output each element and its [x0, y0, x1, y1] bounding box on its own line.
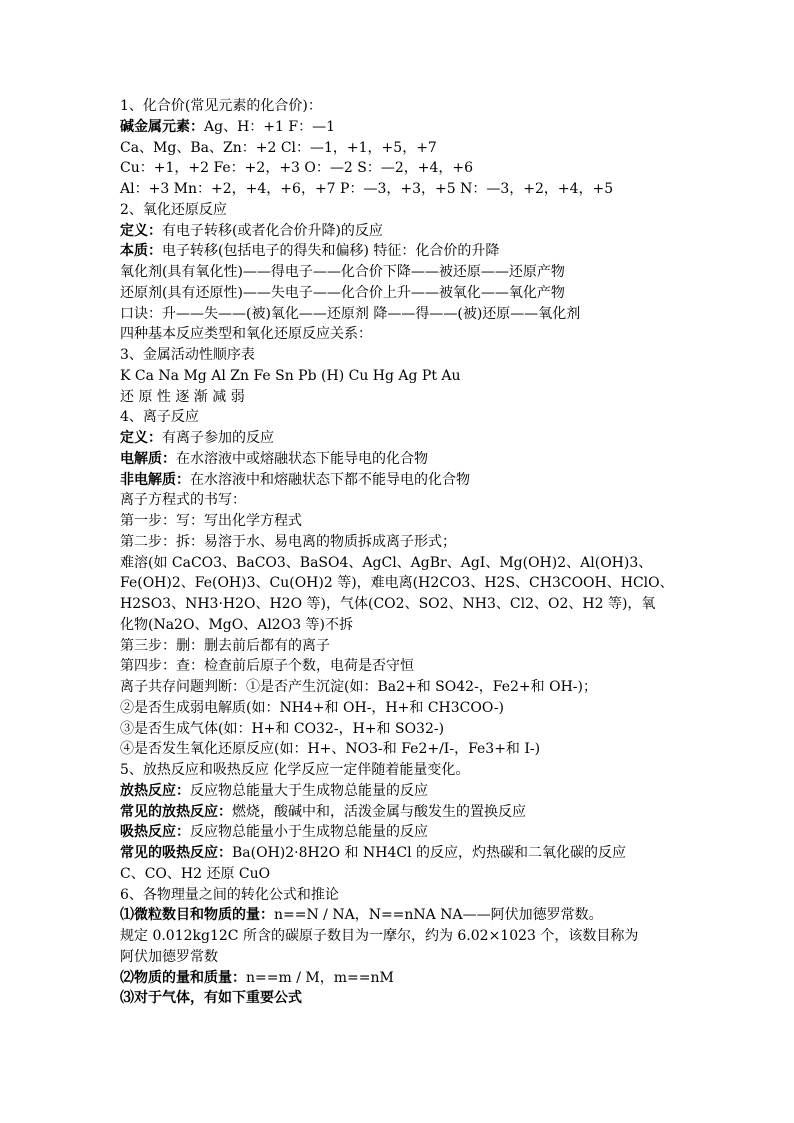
line-text: Ag、H：+1 F：—1: [204, 118, 335, 135]
text-line: [120, 573, 700, 594]
line-text: 在水溶液中或熔融状态下能导电的化合物: [176, 450, 428, 467]
bold-term: 定义：: [120, 430, 162, 446]
text-line: [120, 968, 700, 989]
text-line: [120, 96, 700, 117]
line-text: 离子方程式的书写：: [120, 492, 246, 509]
line-text: 阿伏加德罗常数: [120, 948, 218, 965]
line-text: Al：+3 Mn：+2，+4，+6，+7 P：—3，+3，+5 N：—3，+2，+4，+5: [120, 181, 614, 197]
line-text: ②是否生成弱电解质(如：NH4+和 OH-，H+和 CH3COO-): [120, 699, 505, 716]
text-line: [120, 594, 700, 615]
text-line: [120, 553, 700, 574]
line-text: ④是否发生氧化还原反应(如：H+、NO3-和 Fe2+/I-，Fe3+和 I-): [120, 741, 541, 758]
text-line: [120, 366, 700, 387]
text-line: [120, 905, 700, 926]
line-text: 第一步：写：写出化学方程式: [120, 513, 302, 529]
text-line: [120, 698, 700, 719]
line-text: 有离子参加的反应: [162, 430, 274, 446]
text-line: [120, 262, 700, 283]
line-text: 燃烧，酸碱中和，活泼金属与酸发生的置换反应: [232, 803, 526, 820]
line-text: 还 原 性 逐 渐 减 弱: [120, 388, 245, 405]
bold-term: 定义：: [120, 222, 162, 239]
line-text: 离子共存问题判断：①是否产生沉淀(如：Ba2+和 SO42-，Fe2+和 OH-)；: [120, 679, 597, 695]
text-line: [120, 221, 700, 242]
text-line: [120, 781, 700, 802]
text-line: [120, 760, 700, 781]
text-line: [120, 407, 700, 428]
text-line: [120, 636, 700, 657]
text-line: [120, 511, 700, 532]
line-text: 第二步：拆：易溶于水、易电离的物质拆成离子形式；: [120, 533, 456, 550]
text-line: [120, 304, 700, 325]
line-text: 电子转移(包括电子的得失和偏移) 特征：化合价的升降: [162, 243, 500, 260]
line-text: 反应物总能量小于生成物总能量的反应: [190, 824, 428, 841]
bold-term: 常见的放热反应：: [120, 803, 232, 820]
line-text: 氧化剂(具有氧化性)——得电子——化合价下降——被还原——还原产物: [120, 264, 565, 280]
bold-term: 常见的吸热反应：: [120, 845, 232, 861]
bold-term: ⑶对于气体，有如下重要公式: [120, 990, 302, 1007]
line-text: Ca、Mg、Ba、Zn：+2 Cl：—1，+1，+5，+7: [120, 139, 437, 156]
line-text: 3、金属活动性顺序表: [120, 347, 255, 363]
bold-term: 放热反应：: [120, 782, 190, 799]
line-text: 难溶(如 CaCO3、BaCO3、BaSO4、AgCl、AgBr、AgI、Mg(OH)2、Al(OH)3、: [120, 554, 653, 571]
bold-term: 本质：: [120, 243, 162, 260]
line-text: 第四步：查：检查前后原子个数，电荷是否守恒: [120, 658, 414, 675]
line-text: C、CO、H2 还原 CuO: [120, 865, 271, 882]
line-text: K Ca Na Mg Al Zn Fe Sn Pb (H) Cu Hg Ag Pt Au: [120, 367, 461, 384]
text-line: [120, 241, 700, 262]
line-text: 2、氧化还原反应: [120, 201, 227, 218]
line-text: ③是否生成气体(如：H+和 CO32-，H+和 SO32-): [120, 720, 445, 737]
line-text: 6、各物理量之间的转化公式和推论: [120, 886, 339, 903]
line-text: 在水溶液中和熔融状态下都不能导电的化合物: [190, 471, 470, 488]
text-line: [120, 719, 700, 740]
text-line: [120, 158, 700, 179]
line-text: 化物(Na2O、MgO、Al2O3 等)不拆: [120, 616, 354, 633]
text-line: [120, 739, 700, 760]
line-text: 规定 0.012kg12C 所含的碳原子数目为一摩尔，约为 6.02×1023 个，该数目称为: [120, 928, 639, 944]
text-line: [120, 470, 700, 491]
text-line: [120, 449, 700, 470]
bold-term: 吸热反应：: [120, 824, 190, 841]
line-text: 还原剂(具有还原性)——失电子——化合价上升——被氧化——氧化产物: [120, 284, 565, 301]
text-line: [120, 843, 700, 864]
text-line: [120, 200, 700, 221]
text-line: [120, 988, 700, 1009]
text-line: [120, 864, 700, 885]
bold-term: 非电解质：: [120, 471, 190, 488]
line-text: n==N / NA，N==nNA NA——阿伏加德罗常数。: [274, 907, 603, 924]
text-line: [120, 138, 700, 159]
line-text: n==m / M，m==nM: [246, 969, 394, 986]
text-line: [120, 822, 700, 843]
text-line: [120, 117, 700, 138]
text-line: [120, 677, 700, 698]
text-line: [120, 885, 700, 906]
line-text: 5、放热反应和吸热反应 化学反应一定伴随着能量变化。: [120, 762, 470, 778]
line-text: Cu：+1，+2 Fe：+2，+3 O：—2 S：—2，+4，+6: [120, 160, 474, 177]
text-line: [120, 802, 700, 823]
text-line: [120, 926, 700, 947]
line-text: 第三步：删：删去前后都有的离子: [120, 637, 330, 654]
text-line: [120, 324, 700, 345]
text-line: [120, 283, 700, 304]
line-text: 4、离子反应: [120, 409, 199, 426]
text-line: [120, 532, 700, 553]
text-line: [120, 615, 700, 636]
document-body: [120, 96, 700, 1009]
line-text: 四种基本反应类型和氧化还原反应关系：: [120, 326, 372, 343]
text-line: [120, 345, 700, 366]
bold-term: ⑵物质的量和质量：: [120, 969, 246, 986]
text-line: [120, 387, 700, 408]
text-line: [120, 490, 700, 511]
line-text: H2SO3、NH3·H2O、H2O 等)，气体(CO2、SO2、NH3、Cl2、O2、H2 等)，氧: [120, 596, 656, 612]
bold-term: 电解质：: [120, 450, 176, 467]
bold-term: 碱金属元素：: [120, 118, 204, 135]
text-line: [120, 947, 700, 968]
line-text: 反应物总能量大于生成物总能量的反应: [190, 782, 428, 799]
text-line: [120, 428, 700, 449]
line-text: 1、化合价(常见元素的化合价)：: [120, 98, 322, 114]
line-text: Ba(OH)2·8H2O 和 NH4Cl 的反应，灼热碳和二氧化碳的反应: [232, 845, 627, 861]
text-line: [120, 656, 700, 677]
line-text: 有电子转移(或者化合价升降)的反应: [162, 222, 383, 239]
bold-term: ⑴微粒数目和物质的量：: [120, 907, 274, 924]
line-text: 口诀：升——失——(被)氧化——还原剂 降——得——(被)还原——氧化剂: [120, 305, 581, 322]
text-line: [120, 179, 700, 200]
line-text: Fe(OH)2、Fe(OH)3、Cu(OH)2 等)，难电离(H2CO3、H2S、CH3COOH、HClO、: [120, 575, 674, 592]
